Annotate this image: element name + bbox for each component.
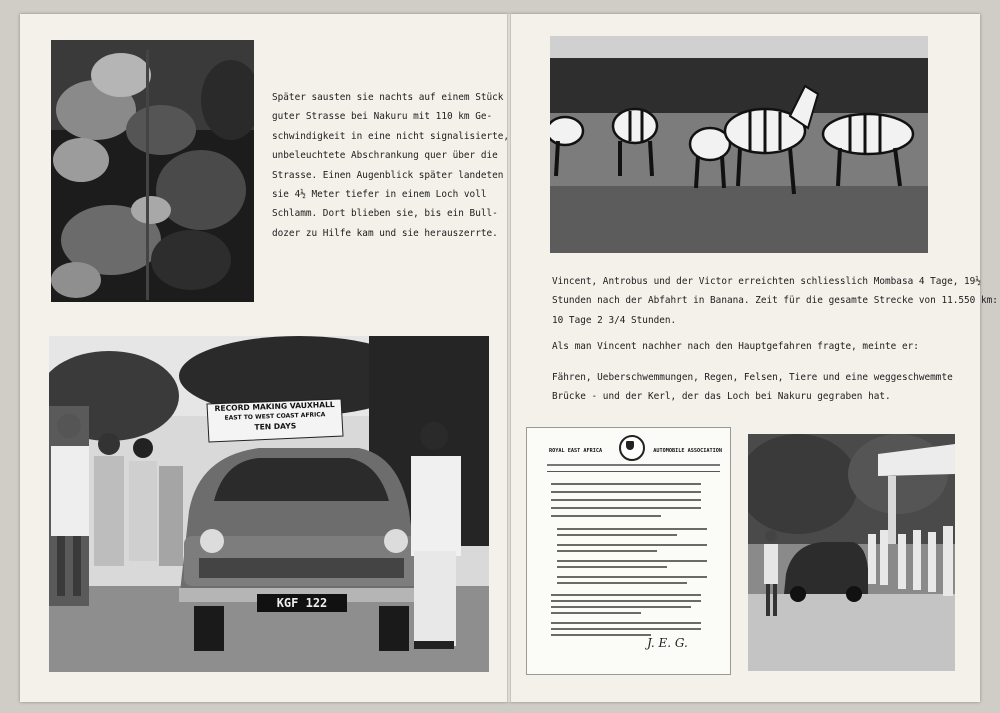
traffic-photo-image [748,434,955,671]
letter-text-line [551,515,661,517]
left-paragraph-line: dozer zu Hilfe kam und sie herauszerrte. [272,227,498,239]
letter-subheader [547,461,720,472]
left-paragraph-line: Schlamm. Dort blieben sie, bis ein Bull- [272,208,498,220]
letter-text-line [551,483,701,485]
left-paragraph [272,88,509,243]
letter-text-line [557,576,707,578]
right-paragraph-3 [552,368,953,407]
letter-text-line [557,534,677,536]
letter-text-line [557,560,707,562]
right-paragraph-line: Als man Vincent nachher nach den Hauptgefahren fragte, meinte er: [552,341,919,352]
banner-line: TEN DAYS [254,421,297,432]
letter-text-line [551,634,651,636]
left-paragraph-line: schwindigkeit in eine nicht signalisierte, [272,130,510,142]
banner-line: EAST TO WEST COAST AFRICA [224,411,326,422]
letter-text-line [551,612,641,614]
letter-text-line [557,566,667,568]
letter-text-line [551,628,701,630]
zebra-photo [550,36,928,253]
letter-text-line [551,507,701,509]
license-plate: KGF 122 [276,596,328,610]
left-paragraph-line: Strasse. Einen Augenblick später landeten [272,169,504,181]
jungle-photo-image [51,40,254,302]
letter-text-line [557,582,687,584]
right-paragraph-line: Brücke - und der Kerl, der das Loch bei Nakuru gegraben hat. [552,391,891,403]
letter-text-line [551,491,701,493]
right-paragraph-line: 10 Tage 2 3/4 Stunden. [552,314,677,326]
letter-text-line [551,606,691,608]
record-banner [209,400,342,435]
right-paragraph-line: Stunden nach der Abfahrt in Banana. Zeit für die gesamte Strecke von 11.550 km: [552,295,998,307]
letter-text-line [557,544,707,546]
letter-text-line [551,622,701,624]
letter-text-line [551,499,701,501]
letter-header-left: ROYAL EAST AFRICA [549,448,603,454]
letter-text-line [557,528,707,530]
zebra-photo-image [550,36,928,253]
signature: J. E. G. [647,636,688,650]
car-photo-image [49,336,489,672]
right-paragraph-2 [552,337,919,356]
letter-text-line [551,600,701,602]
right-paragraph-line: Vincent, Antrobus und der Victor erreichten schliesslich Mombasa 4 Tage, 19½ [552,276,981,287]
jungle-photo [51,40,254,302]
car-photo [49,336,489,672]
left-paragraph-line: sie 4½ Meter tiefer in einem Loch voll [272,189,487,201]
raa-letter [526,427,731,675]
letter-text-line [551,594,701,596]
raa-emblem-icon [619,435,645,461]
letter-header-right: AUTOMOBILE ASSOCIATION [653,448,722,454]
left-paragraph-line: unbeleuchtete Abschrankung quer über die [272,150,498,162]
traffic-photo [748,434,955,671]
banner-line: RECORD MAKING VAUXHALL [214,399,335,414]
left-paragraph-line: guter Strasse bei Nakuru mit 110 km Ge- [272,111,493,123]
left-paragraph-line: Später sausten sie nachts auf einem Stück [272,92,504,103]
right-paragraph-1 [552,272,998,330]
right-paragraph-line: Fähren, Ueberschwemmungen, Regen, Felsen, Tiere und eine weggeschwemmte [552,372,953,383]
letter-text-line [557,550,657,552]
